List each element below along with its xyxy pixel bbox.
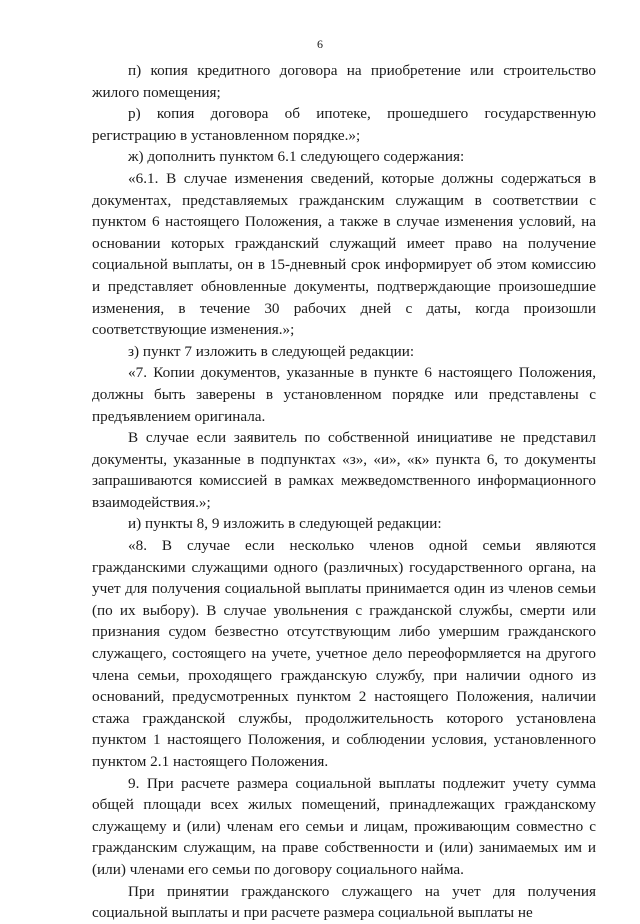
- paragraph-item-zh: ж) дополнить пунктом 6.1 следующего содержания:: [128, 148, 465, 166]
- paragraph-item-r: р) копия договора об ипотеке, прошедшего государственную регистрацию в установленном порядке.»;: [92, 105, 596, 144]
- paragraph-clause-9: 9. При расчете размера социальной выплаты подлежит учету сумма общей площади всех жилых помещений, принадлежащих гражданскому служащему и (или) членам его семьи и лицам, проживающим совместно с гражданским служащим, на праве собственности и (или) занимаемых им и (или) членами его семьи по договору социального найма.: [92, 774, 596, 878]
- paragraph-item-z: з) пункт 7 изложить в следующей редакции:: [128, 342, 415, 360]
- paragraph-clause-7-continued: В случае если заявитель по собственной инициативе не представил документы, указанные в подпунктах «з», «и», «к» пункта 6, то документы запрашиваются комиссией в рамках межведомственного информационного взаимодействия.»;: [92, 429, 596, 511]
- paragraph-clause-6-1: «6.1. В случае изменения сведений, которые должны содержаться в документах, представляемых гражданским служащим в соответствии с пунктом 6 настоящего Положения, а также в случае изменения условий, на основании которых гражданский служащий имеет право на получение социальной выплаты, он в 15-дневный срок информирует об этом комиссию и представляет обновленные документы, подтверждающие произошедшие изменения, в течение 30 рабочих дней с даты, когда произошли соответствующие изменения.»;: [92, 169, 596, 339]
- document-body: [92, 60, 596, 924]
- paragraph-item-p: п) копия кредитного договора на приобретение или строительство жилого помещения;: [92, 62, 596, 101]
- page-number: 6: [317, 37, 323, 51]
- paragraph-clause-9-continued: При принятии гражданского служащего на учет для получения социальной выплаты и при расчете размера социальной выплаты не: [92, 882, 596, 922]
- paragraph-clause-8: «8. В случае если несколько членов одной семьи являются гражданскими служащими одного (различных) государственного органа, на учет для получения социальной выплаты принимается один из членов семьи (по их выбору). В случае увольнения с гражданской службы, смерти или признания судом безвестно отсутствующим либо умершим гражданского служащего, состоящего на учете, учетное дело переоформляется на другого члена семьи, проходящего гражданскую службу, при наличии одного из оснований, предусмотренных пунктом 2 настоящего Положения, наличии стажа гражданской службы, продолжительность которого установлена пунктом 1 настоящего Положения, и соблюдении условия, установленного пунктом 2.1 настоящего Положения.: [92, 537, 596, 770]
- paragraph-item-i: и) пункты 8, 9 изложить в следующей редакции:: [128, 515, 442, 533]
- paragraph-clause-7: «7. Копии документов, указанные в пункте 6 настоящего Положения, должны быть заверены в установленном порядке или представлены с предъявлением оригинала.: [92, 364, 596, 425]
